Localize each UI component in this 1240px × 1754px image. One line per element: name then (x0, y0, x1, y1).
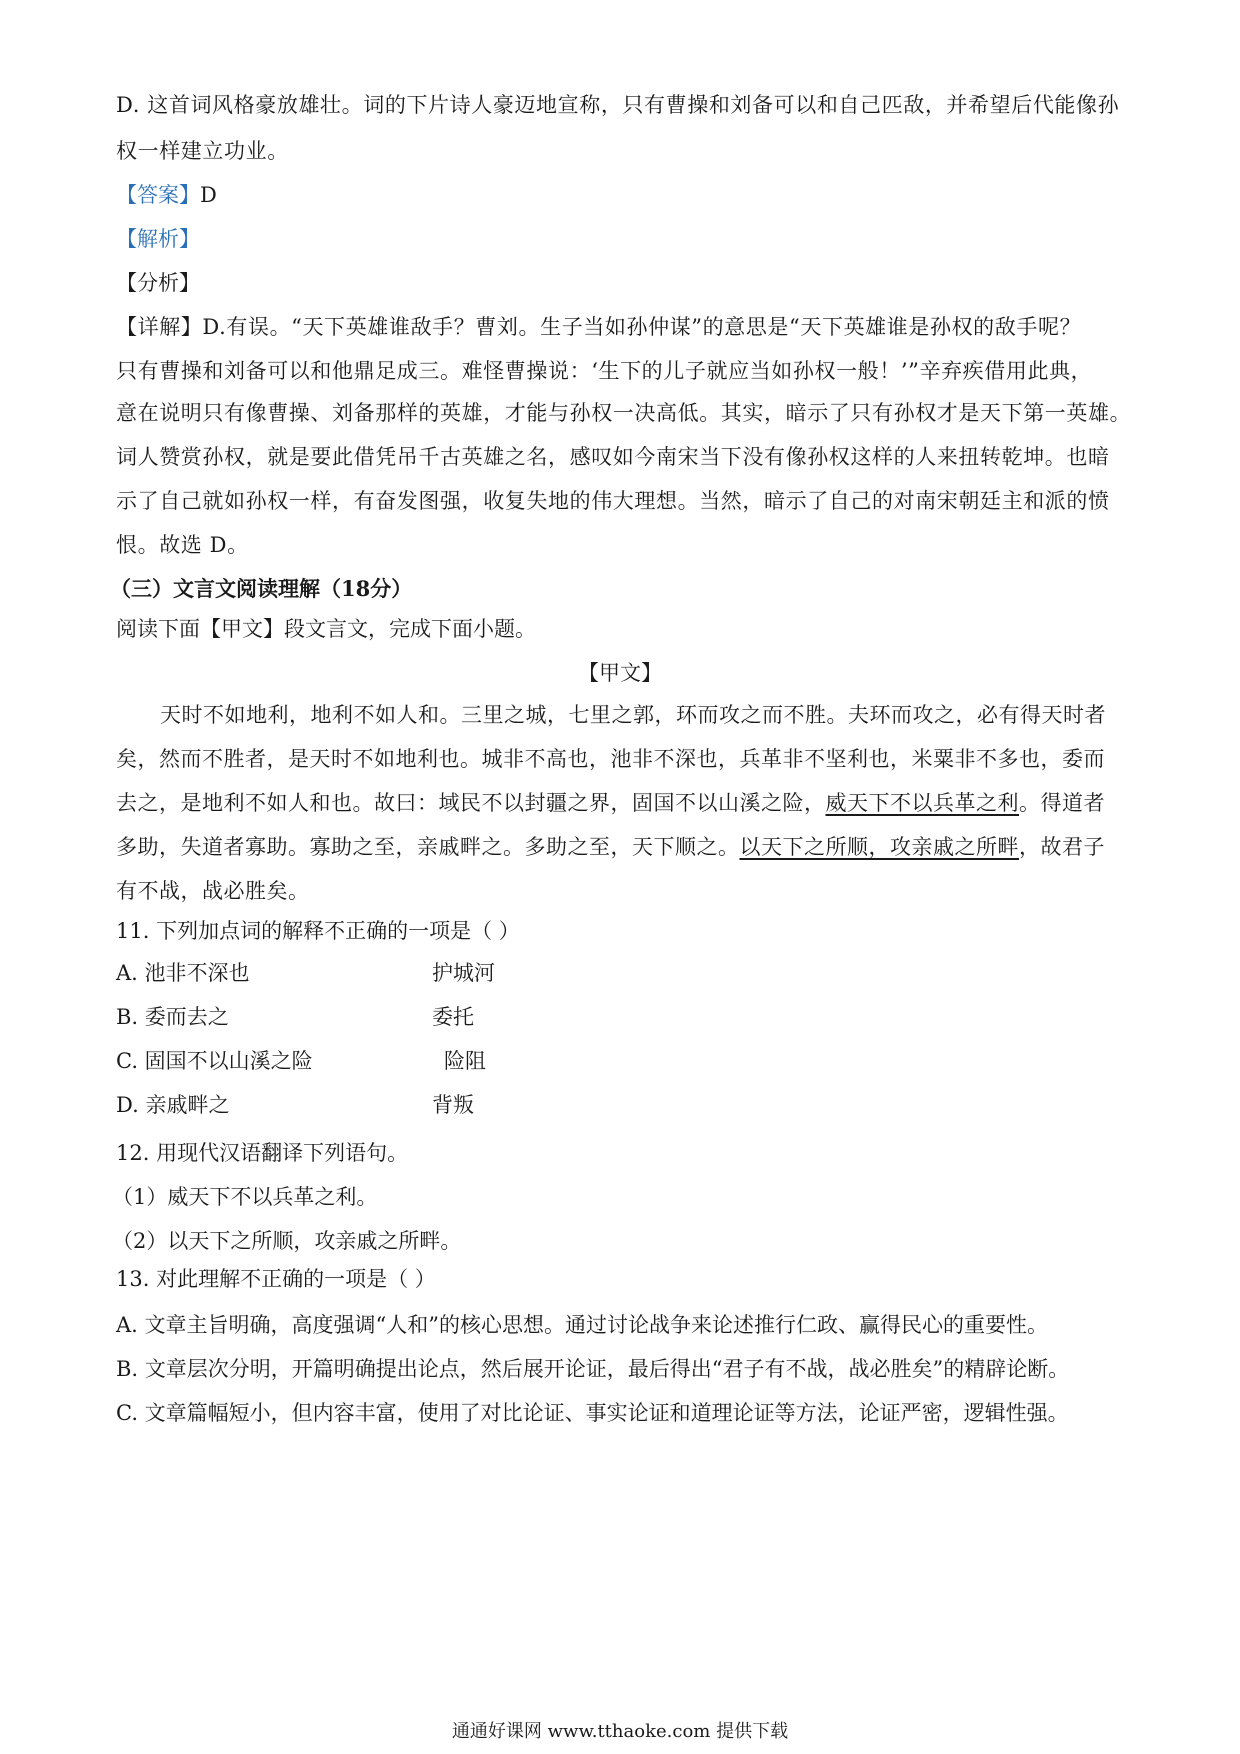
q11-option-b-gloss: 委托 (432, 1005, 474, 1029)
analysis-label: 【解析】 (116, 227, 200, 251)
detail-line-6: 恨。故选 D。 (116, 533, 249, 557)
q13-option-a: A. 文章主旨明确，高度强调“人和”的核心思想。通过讨论战争来论述推行仁政、赢得民心的重要性。 (116, 1313, 1048, 1337)
detail-line-5: 示了自己就如孙权一样，有奋发图强，收复失地的伟大理想。当然，暗示了自己的对南宋朝廷主和派的愤 (116, 489, 1110, 513)
q11-stem: 11. 下列加点词的解释不正确的一项是（ ） (116, 919, 520, 943)
jiawen-line-2: 矣，然而不胜者，是天时不如地利也。城非不高也，池非不深也，兵革非不坚利也，米粟非不多也，委而 (116, 747, 1105, 771)
q11-option-d-text: D. 亲戚畔之 (116, 1093, 230, 1117)
q13-stem: 13. 对此理解不正确的一项是（ ） (116, 1267, 436, 1291)
jiawen-line-4-text: 多助，失道者寡助。寡助之至，亲戚畔之。多助之至，天下顺之。 (116, 835, 740, 859)
fenxi-label: 【分析】 (116, 271, 200, 295)
option-d-line-1: D. 这首词风格豪放雄壮。词的下片诗人豪迈地宣称，只有曹操和刘备可以和自己匹敌，并希望后代能像孙 (116, 93, 1120, 117)
detail-line-3: 意在说明只有像曹操、刘备那样的英雄，才能与孙权一决高低。其实，暗示了只有孙权才是天下第一英雄。 (116, 401, 1132, 425)
reading-instruction: 阅读下面【甲文】段文言文，完成下面小题。 (116, 617, 536, 641)
page-footer: 通通好课网 www.tthaoke.com 提供下载 (451, 1721, 789, 1742)
q12-stem: 12. 用现代汉语翻译下列语句。 (116, 1141, 409, 1165)
answer-label: 【答案】 (116, 183, 200, 207)
detail-line-4: 词人赞赏孙权，就是要此借凭吊千古英雄之名，感叹如今南宋当下没有像孙权这样的人来扭转乾坤。也暗 (116, 445, 1110, 469)
jiawen-line-4-end: ，故君子 (1019, 835, 1105, 859)
answer-value: D (200, 183, 217, 207)
q12-sentence-1: （1）威天下不以兵革之利。 (112, 1185, 378, 1209)
jiawen-line-5: 有不战，战必胜矣。 (116, 879, 310, 903)
q13-option-c: C. 文章篇幅短小，但内容丰富，使用了对比论证、事实论证和道理论证等方法，论证严密，逻辑性强。 (116, 1401, 1069, 1425)
jiawen-line-3 (116, 788, 1105, 818)
section-title: （三）文言文阅读理解（18分） (110, 576, 413, 601)
answer-row (116, 180, 217, 210)
jiawen-underline-2: 以天下之所顺，攻亲戚之所畔 (739, 835, 1019, 859)
jiawen-heading: 【甲文】 (578, 661, 662, 685)
q13-option-b: B. 文章层次分明，开篇明确提出论点，然后展开论证，最后得出“君子有不战，战必胜矣”的精辟论断。 (116, 1357, 1070, 1381)
q11-option-b-text: B. 委而去之 (116, 1005, 229, 1029)
q11-option-a-gloss: 护城河 (432, 961, 495, 985)
jiawen-underline-1: 威天下不以兵革之利 (825, 791, 1019, 815)
jiawen-line-3-end: 。得道者 (1019, 791, 1105, 815)
q11-option-c-text: C. 固国不以山溪之险 (116, 1049, 313, 1073)
jiawen-line-4 (116, 832, 1105, 862)
jiawen-line-3-text: 去之，是地利不如人和也。故曰：域民不以封疆之界，固国不以山溪之险， (116, 791, 826, 815)
q12-sentence-2: （2）以天下之所顺，攻亲戚之所畔。 (112, 1229, 462, 1253)
option-d-line-2: 权一样建立功业。 (116, 139, 289, 163)
q11-option-d-gloss: 背叛 (432, 1093, 474, 1117)
detail-line-1: 【详解】D.有误。“天下英雄谁敌手？曹刘。生子当如孙仲谋”的意思是“天下英雄谁是孙权的敌手呢？ (116, 315, 1082, 339)
q11-option-a-text: A. 池非不深也 (116, 961, 250, 985)
detail-line-2: 只有曹操和刘备可以和他鼎足成三。难怪曹操说：‘生下的儿子就应当如孙权一般！’”辛弃疾借用此典， (116, 359, 1093, 383)
jiawen-line-1: 天时不如地利，地利不如人和。三里之城，七里之郭，环而攻之而不胜。夫环而攻之，必有得天时者 (160, 703, 1106, 727)
q11-option-c-gloss: 险阻 (444, 1049, 486, 1073)
